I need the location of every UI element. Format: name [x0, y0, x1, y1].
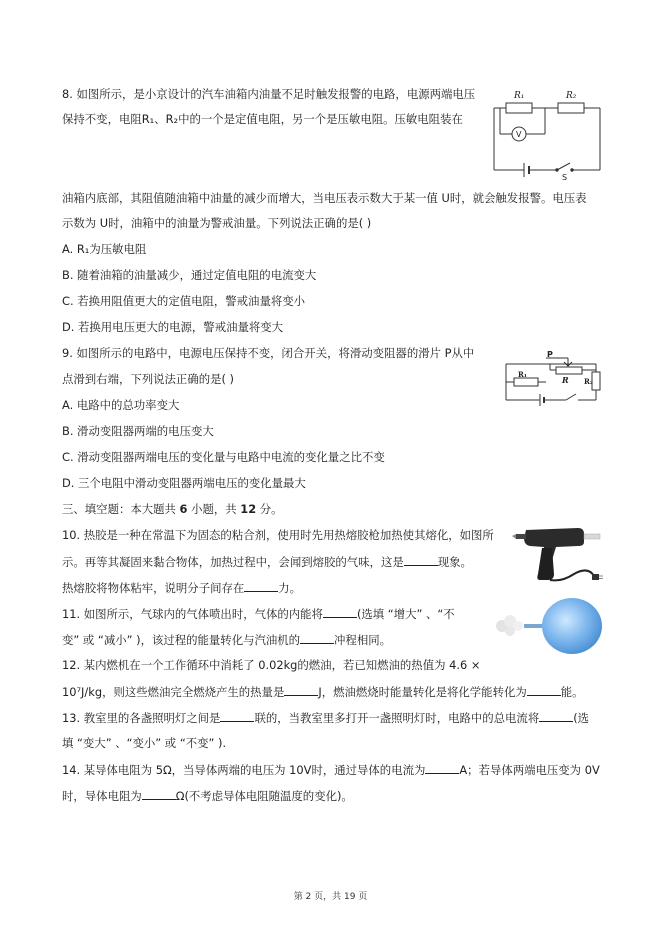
- q8-text-line-2: 保持不变，电阻R₁、R₂中的一个是定值电阻，另一个是压敏电阻。压敏电阻装在: [62, 112, 463, 126]
- q10-blank-1[interactable]: [404, 553, 438, 566]
- q11-line-1-start: 11. 如图所示，气球内的气体喷出时，气体的内能将: [62, 607, 323, 621]
- q13-line-1-end: (选: [573, 711, 590, 725]
- q9-option-c: C. 滑动变阻器两端电压的变化量与电路中电流的变化量之比不变: [62, 450, 385, 464]
- q9-label-r2: R₂: [584, 377, 593, 386]
- q11-blank-2[interactable]: [300, 631, 334, 644]
- q9-circuit-diagram: [500, 350, 602, 408]
- q14-line-2-start: 时，导体电阻为: [62, 789, 142, 803]
- q12-line-2-mid: J，燃油燃烧时能量转化是将化学能转化为: [318, 685, 527, 699]
- q8-option-a: A. R₁为压敏电阻: [62, 242, 147, 256]
- q11-line-2-start: 变” 或 “减小” )，该过程的能量转化与汽油机的: [62, 633, 301, 647]
- section-3-mid: 小题，共: [187, 502, 241, 516]
- q10-text-line-1: 10. 热胶是一种在常温下为固态的粘合剂，使用时先用热熔胶枪加热使其熔化，如图所: [62, 528, 494, 542]
- q10-line-2-end: 现象。: [437, 555, 472, 569]
- section-3-prefix: 三、填空题：本大题共: [62, 502, 180, 516]
- q8-option-d: D. 若换用电压更大的电源，警戒油量将变大: [62, 320, 284, 334]
- q8-resistor-r1: [506, 103, 532, 113]
- q12-text-line-2: [62, 683, 584, 700]
- q10-line-2-start: 示。再等其凝固来黏合物体，加热过程中，会闻到熔胶的气味，这是: [62, 555, 404, 569]
- q8-label-v: V: [516, 130, 522, 139]
- q8-switch: [557, 163, 570, 170]
- glue-gun-image: [512, 520, 604, 584]
- q8-label-r1: R₁: [514, 91, 525, 101]
- q8-circuit-diagram: [488, 84, 606, 184]
- q9-label-r: R: [562, 375, 569, 385]
- q14-line-1-start: 14. 某导体电阻为 5Ω，当导体两端的电压为 10V时，通过导体的电流为: [62, 763, 426, 777]
- q8-label-s: S: [562, 173, 568, 182]
- balloon-image: [492, 596, 604, 658]
- section-3-suffix: 分。: [256, 502, 283, 516]
- q12-blank-2[interactable]: [527, 683, 561, 696]
- q10-blank-2[interactable]: [244, 579, 278, 592]
- q8-option-c: C. 若换用阻值更大的定值电阻，警戒油量将变小: [62, 294, 306, 308]
- q8-label-r2: R₂: [566, 91, 577, 101]
- section-3-score: 12: [240, 502, 257, 516]
- q14-text-line-1: [62, 761, 600, 778]
- q10-line-3-end: 力。: [278, 581, 302, 595]
- q9-text-line-1: 9. 如图所示的电路中，电源电压保持不变，闭合开关，将滑动变阻器的滑片 P从中: [62, 346, 475, 360]
- q8-option-b: B. 随着油箱的油量减少，通过定值电阻的电流变大: [62, 268, 317, 282]
- q12-text-line-1: 12. 某内燃机在一个工作循环中消耗了 0.02kg的燃油，若已知燃油的热值为 4.6 ×: [62, 658, 481, 672]
- q10-text-line-2: [62, 553, 472, 570]
- q14-blank-1[interactable]: [425, 761, 459, 774]
- q11-text-line-2: [62, 631, 391, 648]
- q8-text-line-4: 示数为 U时，油箱中的油量为警戒油量。下列说法正确的是( ): [62, 216, 372, 230]
- q9-label-r1: R₁: [518, 370, 527, 379]
- q11-text-line-1: [62, 605, 455, 622]
- q10-text-line-3: [62, 579, 301, 596]
- q9-label-p: P: [547, 350, 553, 359]
- q11-blank-1[interactable]: [323, 605, 357, 618]
- q12-line-2-end: 能。: [560, 685, 584, 699]
- q9-rheostat: [556, 367, 582, 374]
- q9-switch: [566, 394, 576, 400]
- section-3-count: 6: [179, 502, 188, 516]
- q14-text-line-2: [62, 787, 353, 804]
- q8-text-line-3: 油箱内底部，其阻值随油箱中油量的减少而增大，当电压表示数大于某一值 U时，就会触发报警。电压表: [62, 191, 587, 205]
- q12-blank-1[interactable]: [284, 683, 318, 696]
- q9-resistor-r1: [514, 378, 538, 386]
- q9-text-line-2: 点滑到右端，下列说法正确的是( ): [62, 372, 234, 386]
- q9-option-d: D. 三个电阻中滑动变阻器两端电压的变化量最大: [62, 476, 306, 490]
- q13-blank-1[interactable]: [220, 709, 254, 722]
- q13-line-1-start: 13. 教室里的各盏照明灯之间是: [62, 711, 221, 725]
- q11-line-1-end: (选填 “增大” 、“不: [356, 607, 455, 621]
- q13-text-line-1: [62, 709, 589, 726]
- q9-option-b: B. 滑动变阻器两端的电压变大: [62, 424, 214, 438]
- q9-option-a: A. 电路中的总功率变大: [62, 398, 180, 412]
- page-footer: 第 2 页，共 19 页: [293, 892, 368, 902]
- q14-line-2-end: Ω(不考虑导体电阻随温度的变化)。: [175, 789, 353, 803]
- q14-blank-2[interactable]: [142, 787, 176, 800]
- q13-line-1-mid: 联的，当教室里多打开一盏照明灯时，电路中的总电流将: [254, 711, 540, 725]
- q13-blank-2[interactable]: [539, 709, 573, 722]
- q12-line-2-start: 10⁷J/kg，则这些燃油完全燃烧产生的热量是: [62, 685, 285, 699]
- q8-resistor-r2: [558, 103, 584, 113]
- q14-line-1-end: A；若导体两端电压变为 0V: [459, 763, 600, 777]
- section-3-heading: [62, 501, 283, 517]
- q13-text-line-2: 填 “变大” 、“变小” 或 “不变” ).: [62, 736, 227, 750]
- q11-line-2-end: 冲程相同。: [334, 633, 392, 647]
- q8-text-line-1: 8. 如图所示，是小京设计的汽车油箱内油量不足时触发报警的电路，电源两端电压: [62, 87, 476, 101]
- q9-resistor-r2: [592, 372, 600, 390]
- q10-line-3-start: 热熔胶将物体粘牢，说明分子间存在: [62, 581, 245, 595]
